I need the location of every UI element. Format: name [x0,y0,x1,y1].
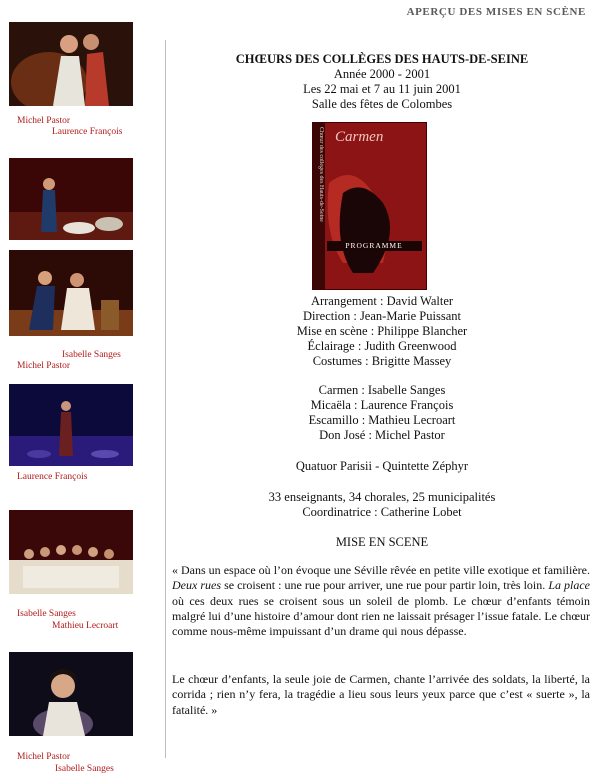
column-divider [165,40,166,758]
stage-photo-4 [9,384,133,466]
credit-lighting: Éclairage : Judith Greenwood [307,339,457,353]
cast-carmen: Carmen : Isabelle Sanges [318,383,446,397]
ensemble: Quatuor Parisii - Quintette Zéphyr [295,459,469,473]
caption-photo-6b: Isabelle Sanges [55,764,114,774]
credit-staging: Mise en scène : Philippe Blancher [296,324,468,338]
section-title: MISE EN SCENE [335,535,429,549]
cast-don-jose: Don José : Michel Pastor [319,428,445,442]
caption-photo-5a: Isabelle Sanges [17,609,76,619]
dates: Les 22 mai et 7 au 11 juin 2001 [303,82,461,96]
page-header: APERÇU DES MISES EN SCÈNE [406,6,586,18]
stage-photo-2 [9,158,133,240]
cast-escamillo: Escamillo : Mathieu Lecroart [308,413,456,427]
stage-photo-6 [9,652,133,736]
credit-direction: Direction : Jean-Marie Puissant [303,309,461,323]
venue: Salle des fêtes de Colombes [311,97,453,111]
page-title: CHŒURS DES COLLÈGES DES HAUTS-DE-SEINE [235,52,529,66]
caption-photo-1b: Laurence François [52,127,123,137]
carmen-poster [312,122,427,290]
season: Année 2000 - 2001 [333,67,431,81]
coordinator: Coordinatrice : Catherine Lobet [302,505,462,519]
staging-paragraph-2: Le chœur d’enfants, la seule joie de Carmen, chante l’arrivée des soldats, la liberté, la corrida ; rien n’y fera, la tragédie a lieu sous leurs yeux parce que c’est « suerte », la fatalité. » [172,672,590,717]
participation-stats: 33 enseignants, 34 chorales, 25 municipalités [268,490,496,504]
stage-photo-5 [9,510,133,594]
cast-micaela: Micaëla : Laurence François [310,398,454,412]
credit-arrangement: Arrangement : David Walter [310,294,454,308]
caption-photo-3a: Isabelle Sanges [62,350,121,360]
caption-photo-5b: Mathieu Lecroart [52,621,119,631]
stage-photo-1 [9,22,133,106]
credit-costumes: Costumes : Brigitte Massey [312,354,452,368]
caption-photo-1a: Michel Pastor [17,116,71,126]
poster-side-text: Chœur des collèges des Hauts-de-Seine [318,127,324,222]
caption-photo-3b: Michel Pastor [17,361,71,371]
stage-photo-3 [9,250,133,336]
caption-photo-4a: Laurence François [17,472,88,482]
staging-paragraph-1: « Dans un espace où l’on évoque une Séville rêvée en petite ville exotique et familière. Deux rues se croisent : une rue pour arriver, une rue pour partir loin, très loin. La place où ces deux rues se croisent sous un soleil de plomb. Le chœur d’enfants témoin malgré lui d’une histoire d’amour dont rien ne laissait présager l’issue fatale. Le chœur comme nous-même impuissant d’un drame qui nous dépasse. [172,563,591,639]
poster-title: Carmen [335,129,384,145]
poster-band: PROGRAMME [345,241,403,250]
caption-photo-6a: Michel Pastor [17,752,71,762]
